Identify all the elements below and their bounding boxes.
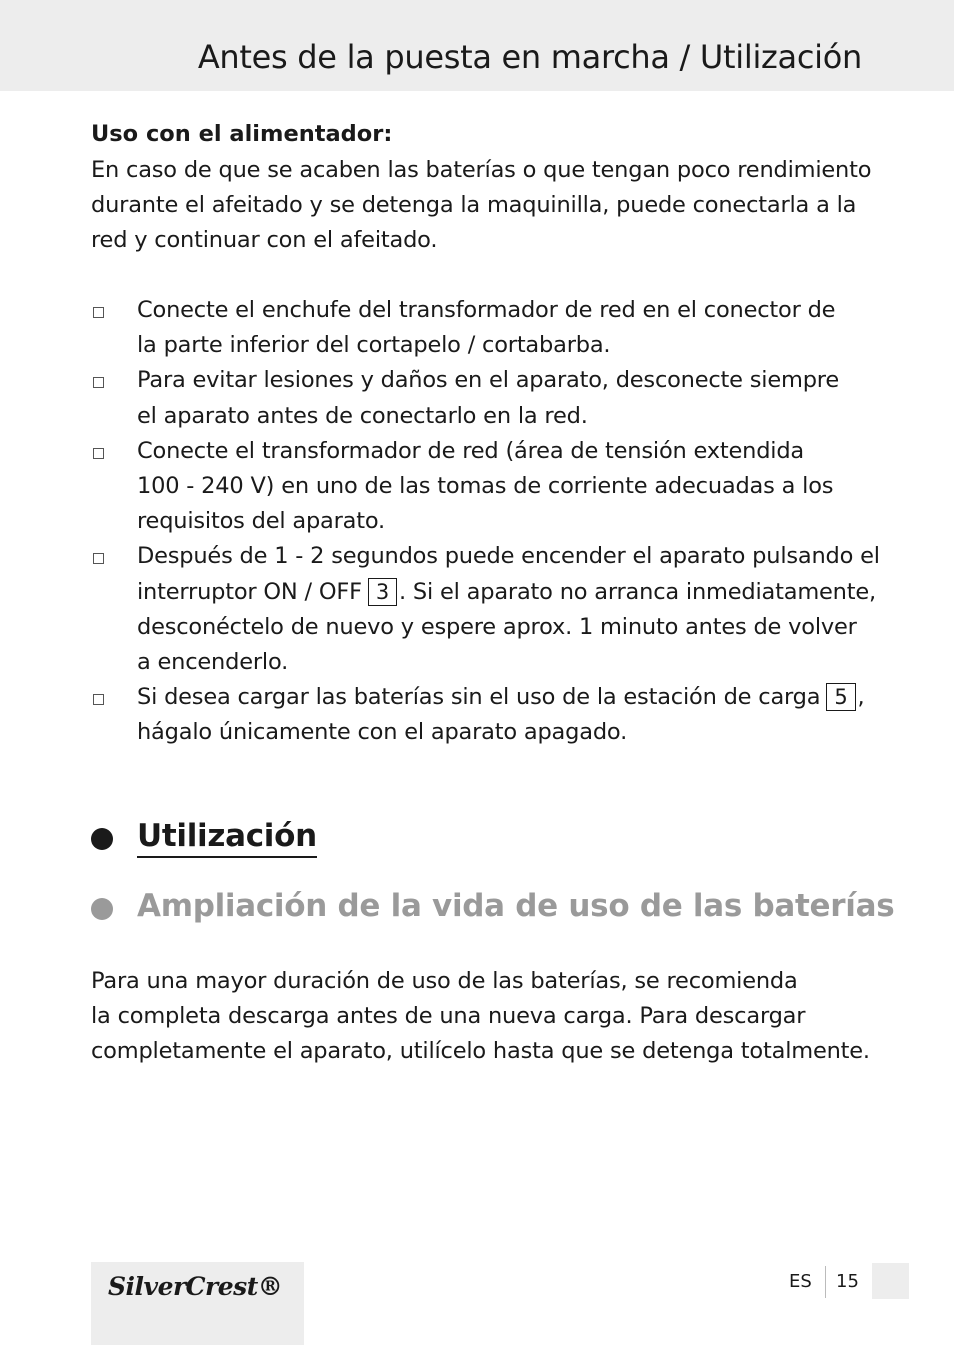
paragraph-line: completamente el aparato, utilícelo hasta que se detenga totalmente. — [91, 1038, 870, 1065]
section-heading: Uso con el alimentador: — [91, 121, 393, 147]
checkbox-icon — [93, 448, 104, 459]
bullet-line — [137, 680, 881, 715]
brand-logo: SilverCrest® — [108, 1272, 283, 1301]
bullet-text: Si desea cargar las baterías sin el uso de la estación de carga — [137, 684, 821, 711]
footer-divider — [825, 1266, 826, 1298]
paragraph-line: Para una mayor duración de uso de las baterías, se recomienda — [91, 968, 798, 994]
footer-tab — [872, 1263, 909, 1299]
bullet-item — [91, 680, 881, 750]
footer-logo-box — [91, 1262, 304, 1345]
bullet-text: . Si el aparato no arranca inmediatamente, — [399, 578, 876, 605]
bullet-line: Después de 1 - 2 segundos puede encender el aparato pulsando el — [137, 543, 880, 570]
bullet-line — [137, 575, 881, 610]
paragraph-line: la completa descarga antes de una nueva carga. Para descargar — [91, 1003, 806, 1030]
checkbox-icon — [93, 307, 104, 318]
page-title: Antes de la puesta en marcha / Utilización — [197, 38, 862, 76]
bullet-text: , — [857, 684, 865, 711]
bullet-list — [91, 293, 881, 751]
bullet-item — [91, 539, 881, 680]
bullet-dot-icon — [91, 828, 113, 850]
language-code: ES — [789, 1271, 812, 1292]
checkbox-icon — [93, 377, 104, 388]
bullet-line: requisitos del aparato. — [137, 508, 385, 535]
bullet-line: Para evitar lesiones y daños en el aparato, desconecte siempre — [137, 367, 839, 394]
checkbox-icon — [93, 694, 104, 705]
checkbox-icon — [93, 553, 104, 564]
intro-line: En caso de que se acaben las baterías o que tengan poco rendimiento — [91, 157, 872, 183]
bullet-line: hágalo únicamente con el aparato apagado. — [137, 719, 628, 746]
bullet-line: Conecte el transformador de red (área de tensión extendida — [137, 437, 805, 464]
battery-paragraph — [91, 964, 870, 1070]
bullet-item — [91, 363, 881, 433]
bullet-line: la parte inferior del cortapelo / cortabarba. — [137, 332, 611, 359]
heading-text: Ampliación de la vida de uso de las baterías — [137, 888, 895, 924]
bullet-text: interruptor ON / OFF — [137, 578, 362, 605]
bullet-line: el aparato antes de conectarlo en la red. — [137, 402, 588, 429]
part-reference-3: 3 — [368, 578, 397, 606]
intro-paragraph — [91, 153, 871, 259]
bullet-item — [91, 434, 881, 540]
intro-line: red y continuar con el afeitado. — [91, 227, 438, 254]
bullet-line: 100 - 240 V) en uno de las tomas de corriente adecuadas a los — [137, 473, 834, 500]
part-reference-5: 5 — [826, 683, 855, 711]
heading-text: Utilización — [137, 818, 317, 858]
bullet-line: a encenderlo. — [137, 649, 289, 676]
intro-line: durante el afeitado y se detenga la maquinilla, puede conectarla a la — [91, 192, 857, 219]
bullet-line: desconéctelo de nuevo y espere aprox. 1 minuto antes de volver — [137, 613, 857, 640]
page-number: 15 — [836, 1271, 859, 1292]
bullet-item — [91, 293, 881, 363]
bullet-line: Conecte el enchufe del transformador de red en el conector de — [137, 297, 836, 323]
bullet-dot-icon — [91, 898, 113, 920]
